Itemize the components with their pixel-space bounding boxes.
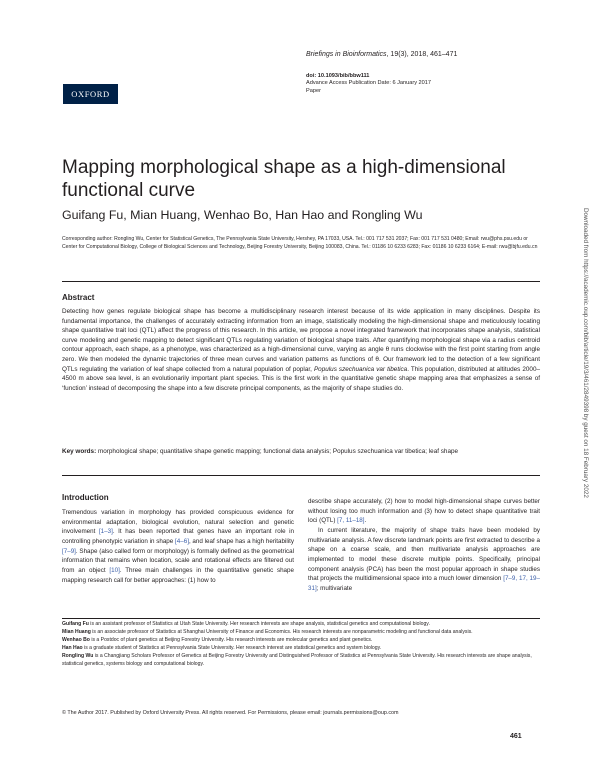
citation-link[interactable]: [7–9, 17, 19–31] [308, 575, 540, 592]
intro-column-left: Tremendous variation in morphology has provided conspicuous evidence for environmental adaptation, biological evolution, natural selection and genetic involvement [1–3]. It has been reported that genes have an important role in controlling phenotypic variation in shape [4–6], and leaf shape has a high heritability [7–9]. Shape (also called form or morphology) is formally defined as the geometrical information that remains when location, scale and rotational effects are filtered out from an object [10]. Three main challenges in the quantitative genetic shape mapping research call for better approaches: (1) how to [62, 509, 295, 584]
introduction-heading: Introduction [62, 493, 109, 502]
author-bio: Wenhao Bo is a Postdoc of plant genetics at Beijing Forestry University. His research interests are molecular genetics and plant genetics. [62, 636, 373, 643]
article-type: Paper [306, 87, 321, 94]
keywords-label: Key words: [62, 448, 97, 455]
abstract-heading: Abstract [62, 293, 95, 302]
citation-link[interactable]: [7–9] [62, 547, 76, 555]
abstract-body: Detecting how genes regulate biological shape has become a multidisciplinary research interest because of its wide application in many disciplines. Despite its fundamental importance, the challenges of accurately extracting information from an image, statistically modeling the high-dimensional shape and meticulously locating shape quantitative trait loci (QTL) affect the progress of this research. In this article, we propose a novel integrated framework that incorporates shape analysis, statistical curve modeling and genetic mapping to detect significant QTLs regulating variation of biological shape traits. After quantifying morphological shape via a radius centroid contour approach, each shape, as a phenotype, was characterized as a high-dimensional curve, varying as angle θ runs clockwise with the first point starting from angle zero. We then modeled the dynamic trajectories of three mean curves and variation patterns as functions of θ. Our framework led to the detection of a few significant QTLs regulating the variation of leaf shape collected from a natural population of poplar, Populus szechuanica var tibetica. This population, distributed at altitudes 2000–4500 m above sea level, is an evolutionarily important plant species. This is the first work in the quantitative genetic shape mapping area that emphasizes a sense of ‘function’ instead of decomposing the shape into a few discrete principal components, as the majority of shape studies do. [62, 308, 541, 392]
page-number: 461 [510, 733, 522, 740]
citation-link[interactable]: [4–6] [175, 537, 189, 545]
author-list: Guifang Fu, Mian Huang, Wenhao Bo, Han Hao and Rongling Wu [62, 208, 423, 222]
article-title: Mapping morphological shape as a high-dimensional functional curve [62, 157, 506, 201]
corresponding-author: Corresponding author: Rongling Wu, Center for Statistical Genetics, The Pennsylvania State University, Hershey, PA 17033, USA. Tel.: 001 717 531 2037; Fax: 001 717 531 0480; Email: rwu@phs.psu.edu or Center for Computational Biology, College of Biological Sciences and Technology, Beijing Forestry University, Beijing 100083, China. Tel.: 01186 10 6233 6283; Fax: 01186 10 6233 6164; E-mail: rwu@bjfu.edu.cn [62, 236, 538, 250]
citation-link[interactable]: [10] [109, 566, 120, 574]
author-bio: Rongling Wu is a Changjiang Scholars Professor of Genetics at Beijing Forestry University and Distinguished Professor of Statistics at Pennsylvania State University. His research interests are shape analysis, statistical genetics, systems biology and computational biology. [62, 652, 532, 667]
journal-volume: , 19(3), 2018, 461–471 [386, 51, 458, 58]
advance-access-date: Advance Access Publication Date: 6 January 2017 [306, 80, 432, 87]
citation-link[interactable]: [7, 11–18] [337, 517, 365, 525]
author-bios [62, 621, 540, 668]
divider [62, 475, 540, 476]
author-bio: Guifang Fu is an assistant professor of Statistics at Utah State University. Her research interests are shape analysis, statistical genetics and computational biology. [62, 621, 430, 627]
author-bio: Han Hao is a graduate student of Statistics at Pennsylvania State University. Her research interest are statistical genetics and system biology. [62, 644, 382, 651]
divider [62, 281, 540, 282]
doi-link[interactable]: doi: 10.1093/bib/bbw111 [306, 73, 370, 79]
oxford-logo: OXFORD [63, 84, 118, 104]
divider [62, 618, 540, 619]
author-bio: Mian Huang is an associate professor of Statistics at Shanghai University of Finance and Economics. His research interests are nonparametric modeling and functional data analysis. [62, 628, 473, 635]
species-name: Populus szechuanica var tibetica [313, 365, 408, 373]
journal-citation [306, 51, 457, 58]
article-meta [306, 73, 431, 95]
intro-column-right: describe shape accurately, (2) how to model high-dimensional shape curves better without losing too much information and (3) how to detect shape quantitative trait loci (QTL) [7, 11–18]. In current literature, the majority of shape traits have been modeled by multivariate analysis. A few discrete landmark points are first extracted to describe a shape on a coarse scale, and then multivariate analysis approaches are implemented to model these discrete multiple points. Specifically, principal component analysis (PCA) has been the most popular approach in shape studies that projects the multidimensional space into a much lower dimension [7–9, 17, 19–31]; multivariate [308, 498, 540, 592]
keywords: Key words: morphological shape; quantitative shape genetic mapping; functional data analysis; Populus szechuanica var tibetica; leaf shape [62, 448, 459, 455]
citation-link[interactable]: [1–3] [98, 528, 113, 536]
download-watermark: Downloaded from https://academic.oup.com/bib/article/19/3/461/2849398 by guest on 18 February 2022 [582, 208, 589, 498]
copyright-notice: © The Author 2017. Published by Oxford University Press. All rights reserved. For Permissions, please email: journals.permissions@oup.com [62, 710, 399, 716]
journal-name: Briefings in Bioinformatics [306, 51, 387, 58]
